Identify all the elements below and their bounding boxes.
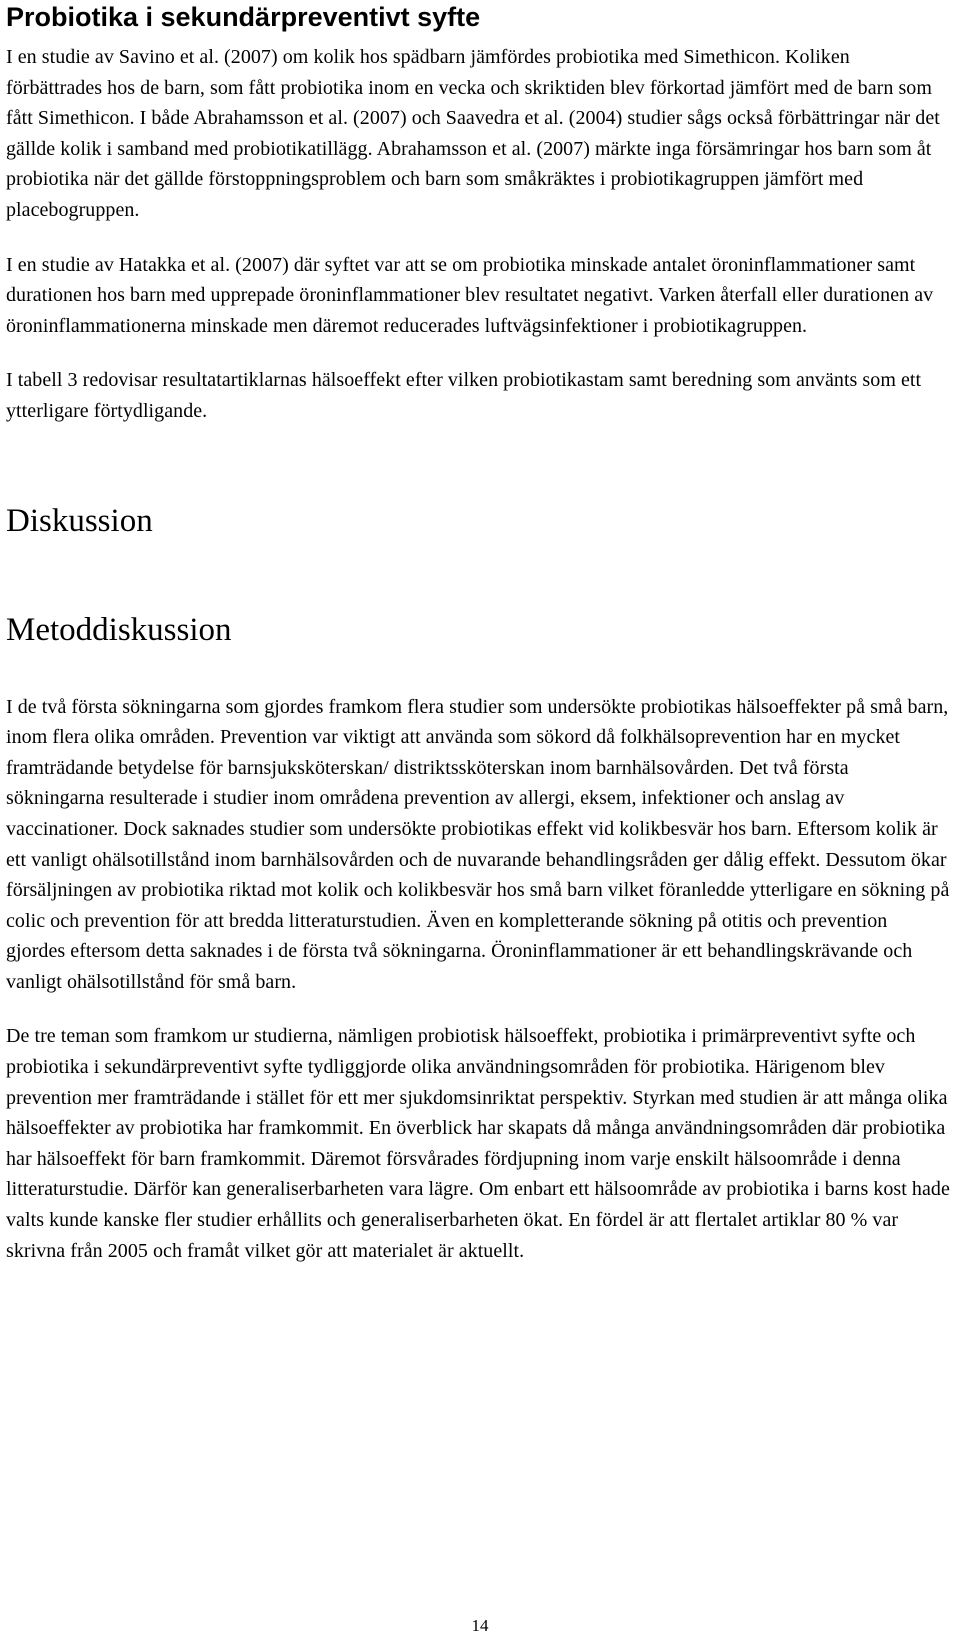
paragraph-themes: De tre teman som framkom ur studierna, nämligen probiotisk hälsoeffekt, probiotika i primärpreventivt syfte och probiotika i sekundärpreventivt syfte tydliggjorde olika användningsområden för probiotika. Härigenom blev prevention mer framträdande i stället för ett mer sjukdomsinriktat perspektiv. Styrkan med studien är att många olika hälsoeffekter av probiotika har framkommit. En överblick har skapats då många användningsområden där probiotika har hälsoeffekt för barn framkommit. Däremot försvårades fördjupning inom varje enskilt hälsoområde i denna litteraturstudie. Därför kan generaliserbarheten vara lägre. Om enbart ett hälsoområde av probiotika i barns kost hade valts kunde kanske fler studier erhållits och generaliserbarheten ökat. En fördel är att flertalet artiklar 80 % var skrivna från 2005 och framåt vilket gör att materialet är aktuellt.: [6, 1025, 950, 1262]
paragraph-colic-results: I en studie av Savino et al. (2007) om kolik hos spädbarn jämfördes probiotika med Simethicon. Koliken förbättrades hos de barn, som fått probiotika inom en vecka och skriktiden blev förkortad jämfört med de barn som fått Simethicon. I både Abrahamsson et al. (2007) och Saavedra et al. (2004) studier sågs också förbättringar när det gällde kolik i samband med probiotikatillägg. Abrahamsson et al. (2007) märkte inga försämringar hos barn som åt probiotika när det gällde förstoppningsproblem och barn som småkräktes i probiotikagruppen jämfört med placebogruppen.: [6, 46, 940, 221]
section-heading: Probiotika i sekundärpreventivt syfte: [6, 2, 481, 32]
heading-diskussion: Diskussion: [6, 502, 153, 539]
page-number: 14: [471, 1616, 489, 1635]
paragraph-otitis-results: I en studie av Hatakka et al. (2007) där syftet var att se om probiotika minskade antalet öroninflammationer samt durationen hos barn med upprepade öroninflammationer blev resultatet negativt. Varken återfall eller durationen av öroninflammationerna minskade men däremot reducerades luftvägsinfektioner i probiotikagruppen.: [6, 253, 934, 337]
heading-metoddiskussion: Metoddiskussion: [6, 611, 232, 648]
paragraph-table-reference: I tabell 3 redovisar resultatartiklarnas hälsoeffekt efter vilken probiotikastam samt beredning som använts som ett ytterligare förtydligande.: [6, 369, 922, 422]
page-content: [6, 0, 950, 1266]
paragraph-search-method: I de två första sökningarna som gjordes framkom flera studier som undersökte probiotikas hälsoeffekter på små barn, inom flera olika områden. Prevention var viktigt att använda som sökord då folkhälsoprevention har en mycket framträdande betydelse för barnsjuksköterskan/ distriktssköterskan inom barnhälsovården. Det två första sökningarna resulterade i studier inom områdena prevention av allergi, eksem, infektioner och anslag av vaccinationer. Dock saknades studier som undersökte probiotikas effekt vid kolikbesvär hos barn. Eftersom kolik är ett vanligt ohälsotillstånd inom barnhälsovården och de nuvarande behandlingsråden ger dålig effekt. Dessutom ökar försäljningen av probiotika riktad mot kolik och kolikbesvär hos små barn vilket föranledde ytterligare en sökning på colic och prevention för att bredda litteraturstudien. Även en kompletterande sökning på otitis och prevention gjordes eftersom detta saknades i de första två sökningarna. Öroninflammationer är ett behandlingskrävande och vanligt ohälsotillstånd för små barn.: [6, 695, 950, 993]
